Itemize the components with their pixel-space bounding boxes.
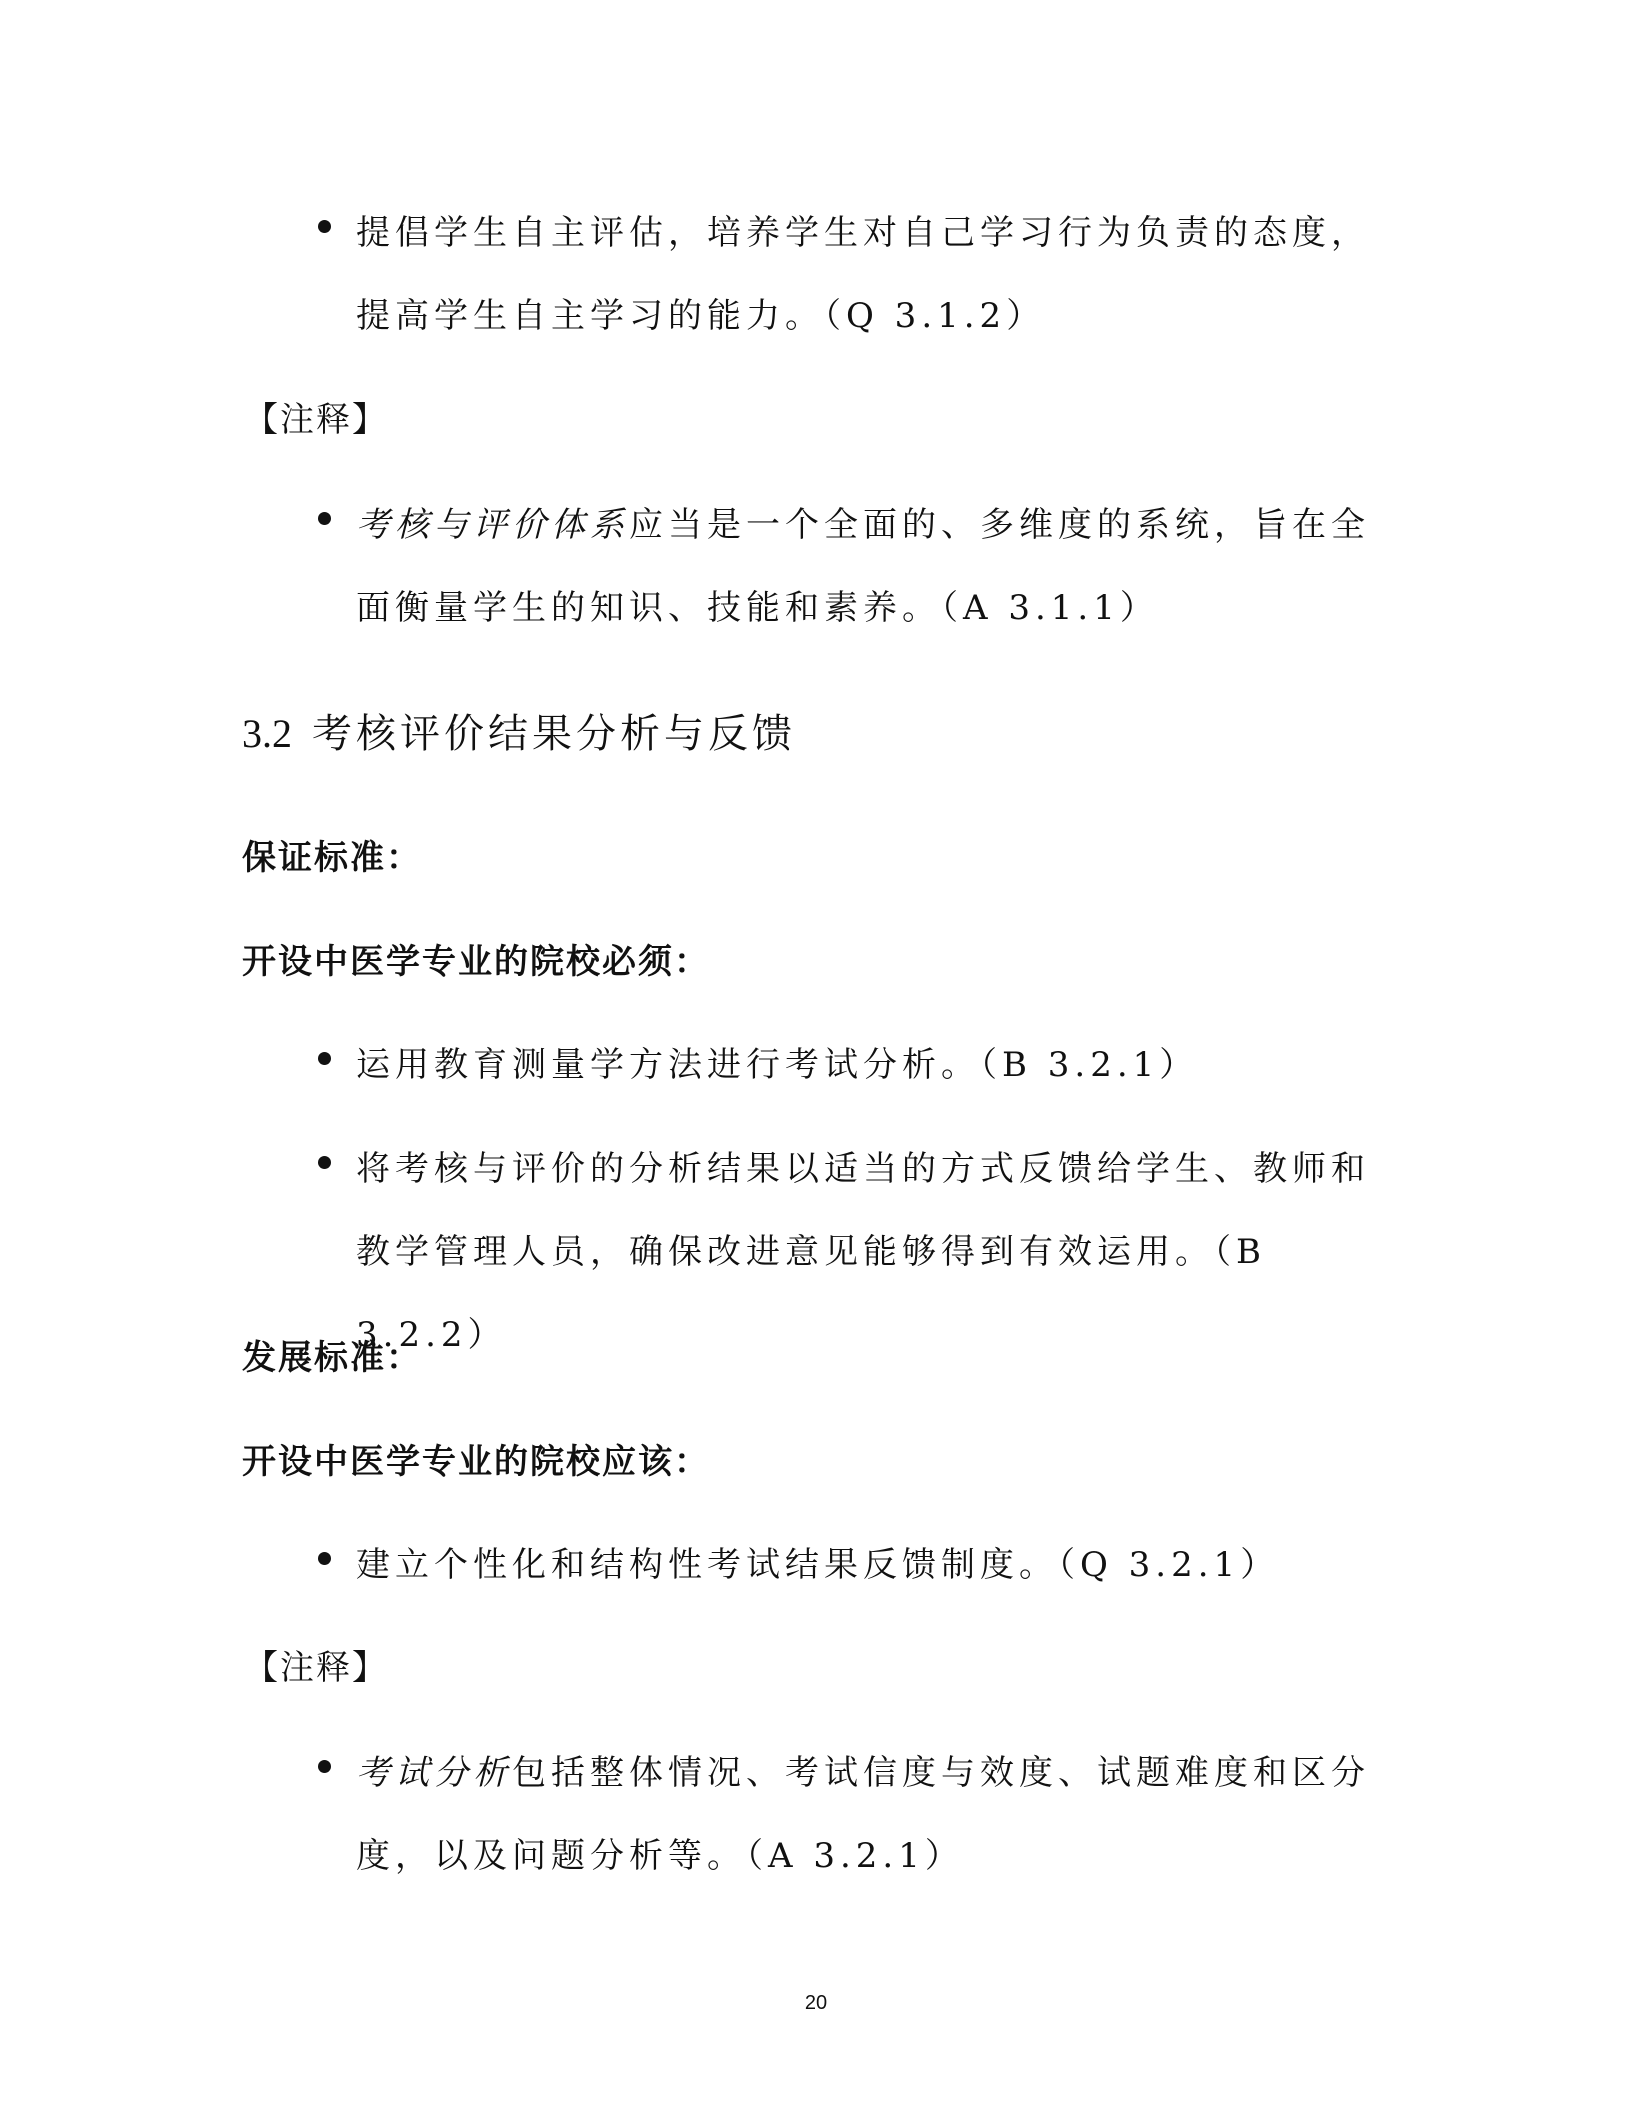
- bullet-icon: [318, 220, 331, 233]
- assurance-standard-title: 保证标准：: [242, 838, 422, 878]
- bullet-icon: [318, 1052, 331, 1065]
- section-title: 考核评价结果分析与反馈: [312, 711, 796, 757]
- bullet-icon: [318, 1156, 331, 1169]
- note-label: 【注释】: [244, 1648, 388, 1688]
- list-item-text: [356, 1524, 1406, 1607]
- list-item-text: [356, 484, 1406, 650]
- bullet-icon: [318, 1552, 331, 1565]
- list-item-text: [356, 1732, 1406, 1898]
- list-item-body: 包括整体情况、考试信度与效度、试题难度和区分度，以及问题分析等。（A 3.2.1）: [356, 1753, 1370, 1876]
- italic-term: 考试分析: [356, 1753, 512, 1793]
- list-item-body: 运用教育测量学方法进行考试分析。（B 3.2.1）: [356, 1045, 1199, 1085]
- bullet-icon: [318, 1760, 331, 1773]
- note-label: 【注释】: [244, 400, 388, 440]
- italic-term: 考核与评价体系: [356, 505, 629, 545]
- should-statement: 开设中医学专业的院校应该：: [242, 1442, 710, 1482]
- must-statement: 开设中医学专业的院校必须：: [242, 942, 710, 982]
- list-item-body: 建立个性化和结构性考试结果反馈制度。（Q 3.2.1）: [356, 1545, 1280, 1585]
- development-standard-title: 发展标准：: [242, 1338, 422, 1378]
- section-heading: [242, 706, 796, 762]
- section-number: 3.2: [242, 711, 292, 756]
- bullet-icon: [318, 512, 331, 525]
- list-item-body: 将考核与评价的分析结果以适当的方式反馈给学生、教师和教学管理人员，确保改进意见能够得到有效运用。（B 3.2.2）: [356, 1149, 1370, 1355]
- list-item-text: [356, 1024, 1406, 1107]
- list-item-body: 应当是一个全面的、多维度的系统，旨在全面衡量学生的知识、技能和素养。（A 3.1.1）: [356, 505, 1370, 628]
- list-item-text: [356, 192, 1406, 358]
- list-item-text: [356, 1128, 1406, 1377]
- list-item-body: 提倡学生自主评估，培养学生对自己学习行为负责的态度，提高学生自主学习的能力。（Q 3.1.2）: [356, 213, 1370, 336]
- page-number: 20: [804, 1992, 828, 2014]
